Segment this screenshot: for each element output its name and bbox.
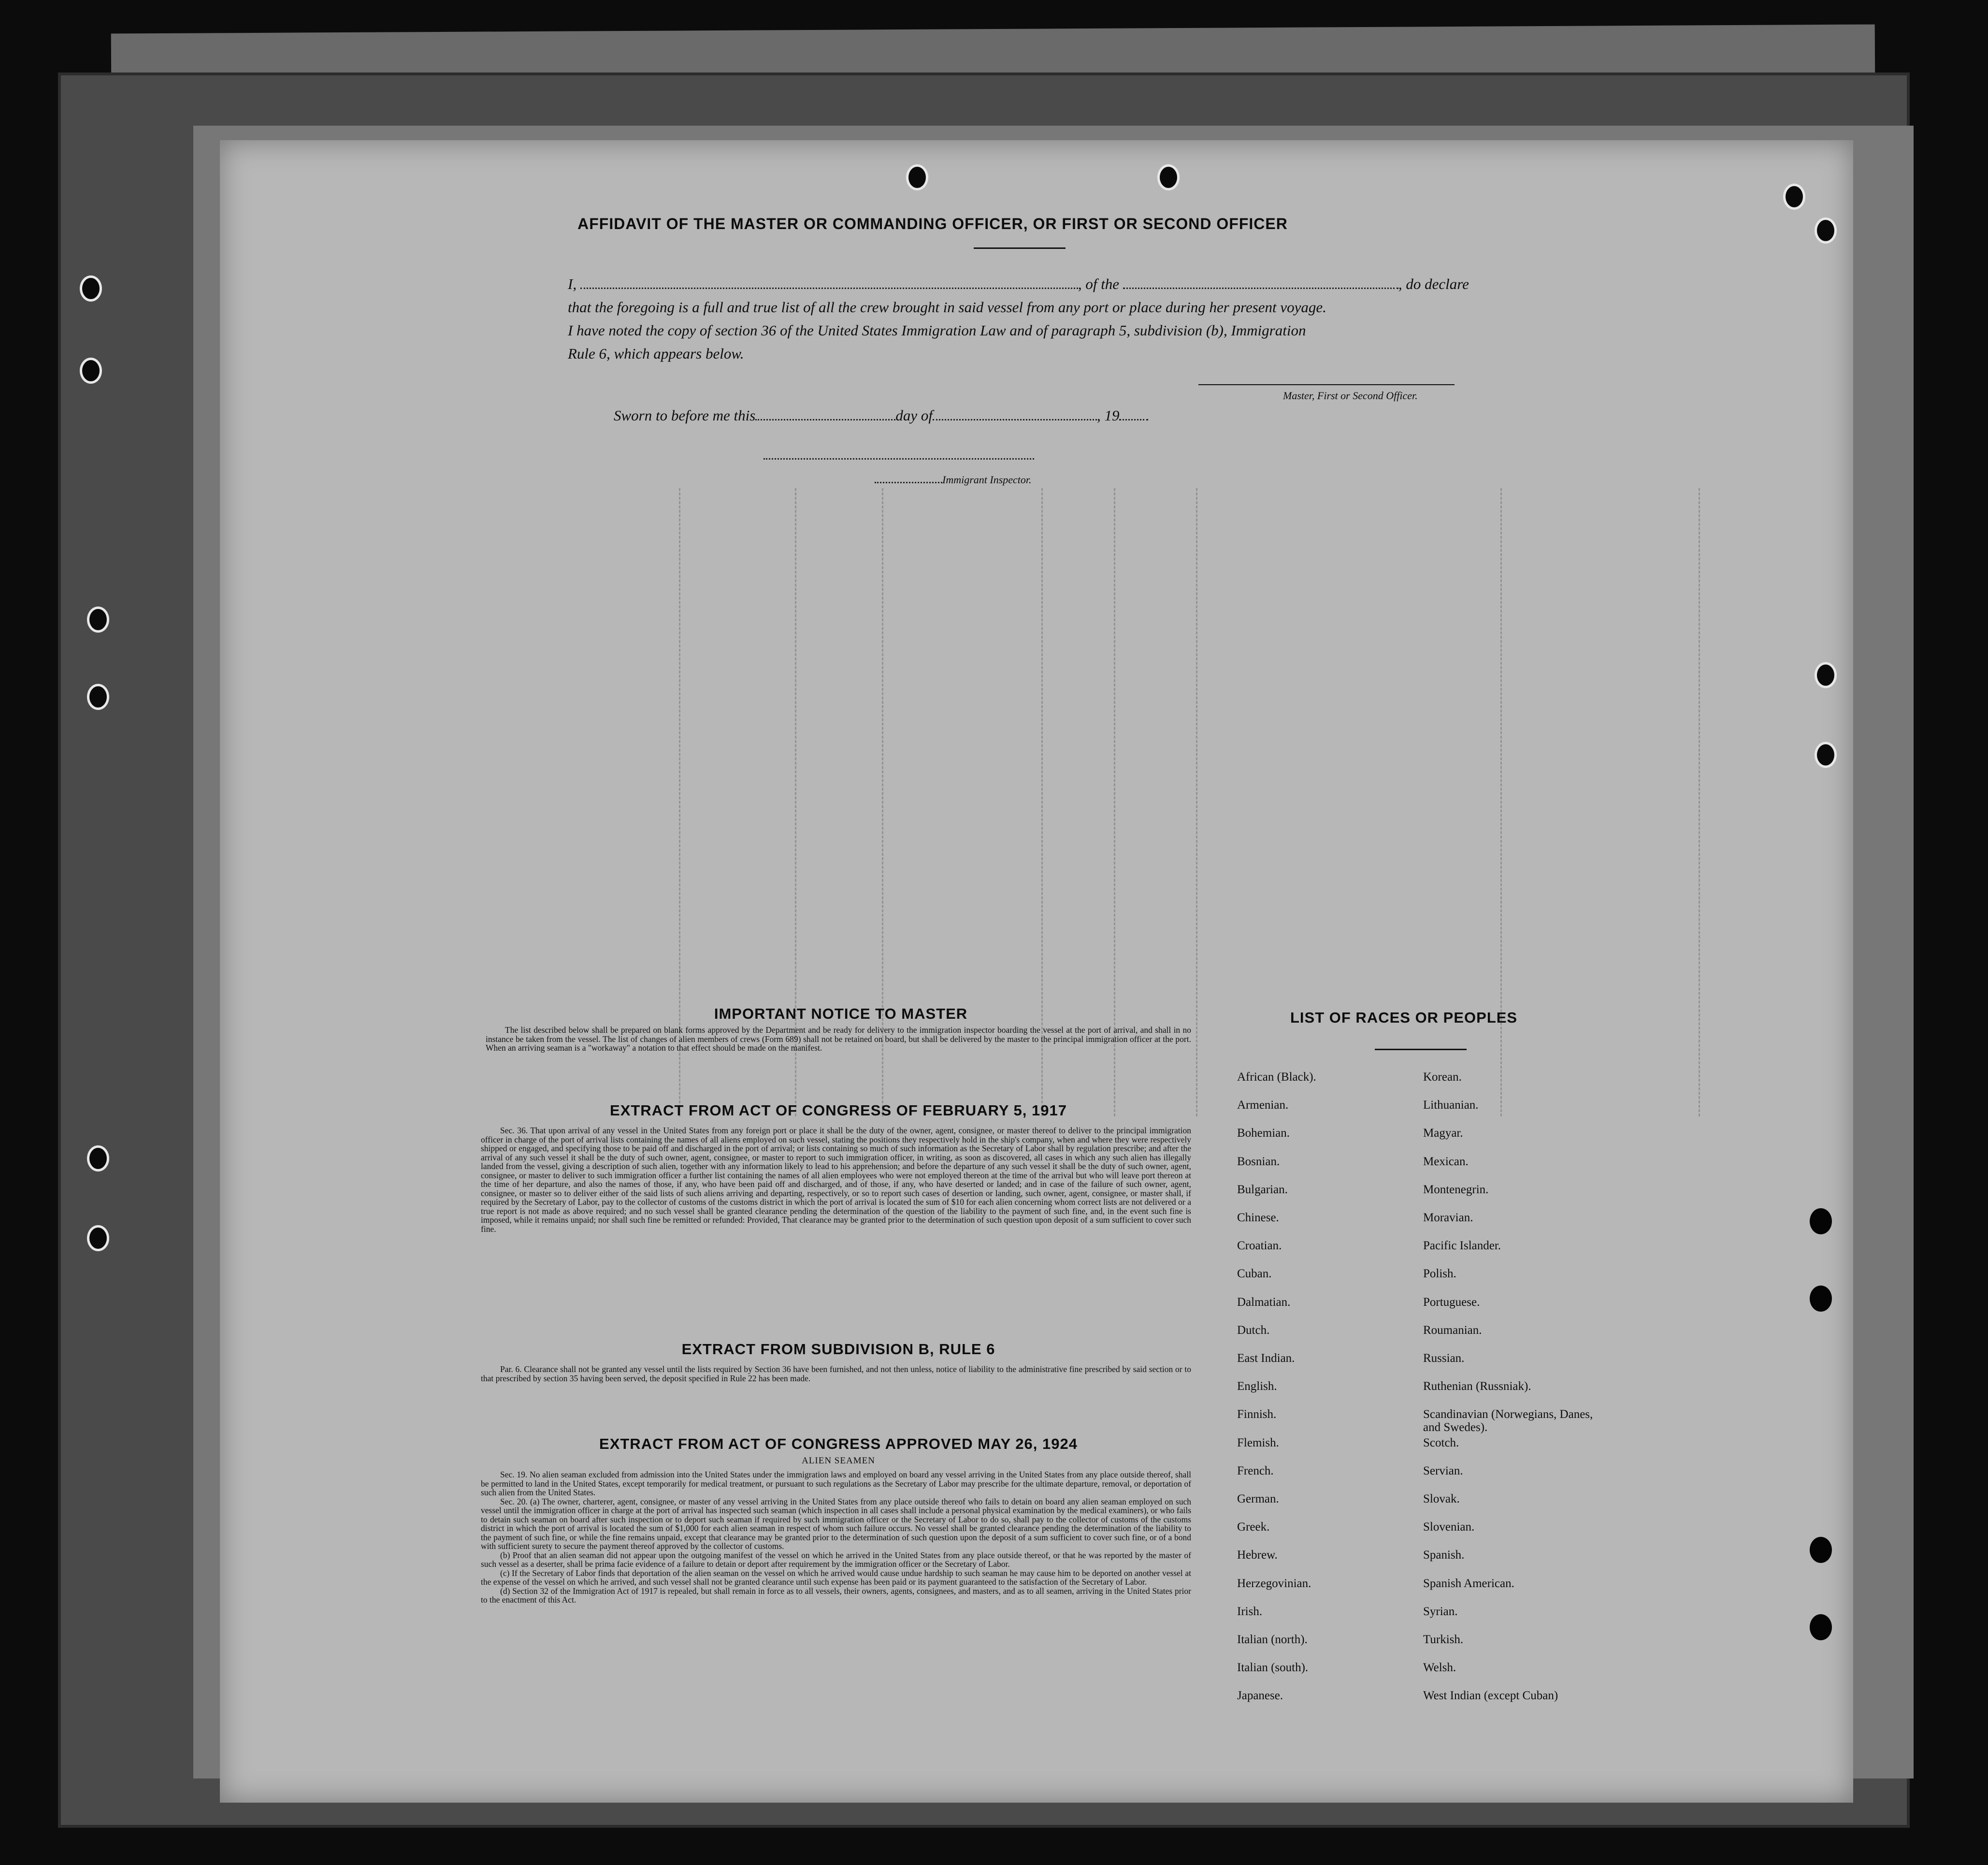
binder-hole-icon [87, 607, 109, 633]
race-item: Croatian. [1237, 1239, 1282, 1253]
race-item: Dalmatian. [1237, 1295, 1291, 1309]
binder-hole-icon [80, 358, 102, 384]
sec-20c-paragraph: (c) If the Secretary of Labor finds that deportation of the alien seaman on the vessel on which he arrived would cause undue hardship to such seaman he may cause him to be deported on another vessel at the expense of the vessel on which he arrived, and such vessel shall not be granted clearance until such expense has been paid or its payment guaranteed to the satisfaction of the Secretary of Labor. [481, 1568, 1191, 1587]
race-item: Montenegrin. [1423, 1183, 1489, 1196]
race-item: Magyar. [1423, 1127, 1463, 1140]
race-item: French. [1237, 1464, 1274, 1477]
punch-hole-icon [1815, 217, 1837, 244]
inspector-caption: Immigrant Inspector. [942, 474, 1032, 486]
affidavit-line-4: Rule 6, which appears below. [568, 345, 744, 362]
race-item: Pacific Islander. [1423, 1239, 1501, 1253]
race-item: Chinese. [1237, 1211, 1279, 1224]
race-item: Finnish. [1237, 1408, 1277, 1421]
punch-hole-icon [1810, 1208, 1832, 1234]
rule-6-paragraph: Par. 6. Clearance shall not be granted any vessel until the lists required by Section 36 have been furnished, and not then unless, notice of liability to the administrative fine prescribed by said section or to that prescribed by section 35 having been served, the deposit specified in Rule 22 has been made. [481, 1364, 1191, 1383]
race-item: Irish. [1237, 1605, 1263, 1618]
signature-caption: Master, First or Second Officer. [1283, 390, 1418, 402]
extract-1924-text [481, 1470, 1191, 1605]
vessel-blank[interactable] [1123, 278, 1398, 289]
race-item: Herzegovinian. [1237, 1576, 1311, 1590]
race-item: Ruthenian (Russniak). [1423, 1380, 1531, 1393]
race-item: Bulgarian. [1237, 1183, 1288, 1196]
punch-hole-icon [906, 164, 928, 190]
manifest-back-page [220, 140, 1853, 1803]
punch-hole-icon [1810, 1286, 1832, 1312]
race-item: Flemish. [1237, 1436, 1279, 1449]
of-the-label: , of the [1078, 275, 1120, 292]
race-item: Mexican. [1423, 1155, 1469, 1168]
race-item: Portuguese. [1423, 1295, 1480, 1309]
race-item: Hebrew. [1237, 1548, 1278, 1562]
affidavit-i-label: I, [568, 275, 577, 292]
year-label: , 19 [1096, 407, 1120, 424]
race-item: Scotch. [1423, 1436, 1459, 1449]
race-item: Bohemian. [1237, 1127, 1290, 1140]
race-item: Servian. [1423, 1464, 1463, 1477]
race-item: Bosnian. [1237, 1155, 1280, 1168]
bleed-through-rule [1699, 488, 1700, 1116]
alien-seamen-subtitle: ALIEN SEAMEN [802, 1456, 875, 1466]
sworn-line [614, 407, 1194, 424]
sec-19-paragraph: Sec. 19. No alien seaman excluded from admission into the United States under the immigration laws and employed on board any vessel arriving in the United States from any place outside thereof, shall be permitted to land in the United States, except temporarily for medical treatment, or pursuant to such regulations as the Secretary of Labor may prescribe for the ultimate departure, removal, or deportation of such alien from the United States. [481, 1470, 1191, 1497]
race-item: Scandinavian (Norwegians, Danes, and Swedes). [1423, 1408, 1593, 1434]
race-item: Japanese. [1237, 1689, 1283, 1703]
race-item: Cuban. [1237, 1267, 1272, 1281]
race-item: Roumanian. [1423, 1323, 1482, 1337]
punch-hole-icon [1157, 164, 1180, 190]
binder-hole-icon [87, 684, 109, 710]
binder-hole-icon [87, 1145, 109, 1171]
extract-1917-title: EXTRACT FROM ACT OF CONGRESS OF FEBRUARY 5, 1917 [610, 1102, 1067, 1119]
affidavit-line-2: that the foregoing is a full and true list of all the crew brought in said vessel from any port or place during her present voyage. [568, 299, 1326, 316]
punch-hole-icon [1815, 662, 1837, 688]
affidavit-line-3: I have noted the copy of section 36 of the United States Immigration Law and of paragraph 5, subdivision (b), Immigration [568, 322, 1306, 339]
race-item: Slovak. [1423, 1492, 1460, 1505]
binder-hole-icon [80, 275, 102, 302]
binder-hole-icon [87, 1225, 109, 1251]
race-item: Lithuanian. [1423, 1099, 1479, 1112]
punch-hole-icon [1810, 1537, 1832, 1563]
extract-1924-title: EXTRACT FROM ACT OF CONGRESS APPROVED MAY 26, 1924 [599, 1435, 1078, 1452]
race-item: English. [1237, 1380, 1277, 1393]
race-item: Polish. [1423, 1267, 1456, 1281]
sec-20d-paragraph: (d) Section 32 of the Immigration Act of 1917 is repealed, but shall remain in force as to all vessels, their owners, agents, consignees, and masters, and as to all seamen, arriving in the United States prior to the enactment of this Act. [481, 1586, 1191, 1605]
notice-paragraph: The list described below shall be prepared on blank forms approved by the Department and be ready for delivery to the immigration inspector boarding the vessel at the port of arrival, and shall in no instance be taken from the vessel. The list of changes of alien members of crews (Form 689) shall not be retained on board, but shall be delivered by the master to the principal immigration officer at the port. When an arriving seaman is a "workaway" a notation to that effect should be made on the manifest. [486, 1025, 1191, 1053]
sworn-label: Sworn to before me this [614, 407, 756, 424]
affidavit-title: AFFIDAVIT OF THE MASTER OR COMMANDING OFFICER, OR FIRST OR SECOND OFFICER [577, 215, 1288, 232]
race-item: East Indian. [1237, 1352, 1295, 1365]
bleed-through-rule [1196, 488, 1197, 1116]
race-item: Armenian. [1237, 1099, 1289, 1112]
inspector-signature-line[interactable] [764, 458, 1034, 460]
race-item: Russian. [1423, 1352, 1465, 1365]
extract-1917-text [481, 1126, 1191, 1233]
month-blank[interactable] [933, 409, 1097, 420]
race-item: Syrian. [1423, 1605, 1458, 1618]
rule-6-title: EXTRACT FROM SUBDIVISION B, RULE 6 [681, 1341, 995, 1358]
rule-6-text [481, 1365, 1191, 1383]
races-list-title: LIST OF RACES OR PEOPLES [1290, 1009, 1518, 1026]
inspector-blank[interactable] [875, 475, 942, 483]
race-item: Spanish American. [1423, 1576, 1514, 1590]
notice-text [486, 1026, 1191, 1053]
punch-hole-icon [1810, 1614, 1832, 1640]
sec-20a-paragraph: Sec. 20. (a) The owner, charterer, agent, consignee, or master of any vessel arriving in the United States from any place outside thereof who fails to detain on board any alien seaman employed on such vessel until the immigration officer in charge at the port of arrival has inspected such seaman (which inspection in all cases shall include a personal physical examination by the medical examiners), or who fails to detain such seaman on board after such inspection or to deport such seaman if required by such immigration officer or the Secretary of Labor to do so, shall pay to the collector of customs of the customs district in which the port of arrival is located the sum of $1,000 for each alien seaman in respect of whom such failure occurs. No vessel shall be granted clearance pending the determination of the liability to the payment of such fine, or while the fine remains unpaid, except that clearance may be granted prior to the determination of such question upon the deposit of a sum sufficient to cover such fine, or of a bond with sufficient surety to secure the payment thereof approved by the collector of customs. [481, 1496, 1191, 1551]
race-item: Korean. [1423, 1070, 1462, 1084]
do-declare-label: , do declare [1398, 275, 1469, 292]
race-item: Italian (south). [1237, 1661, 1309, 1675]
race-item: Greek. [1237, 1520, 1270, 1534]
title-rule [974, 247, 1066, 249]
race-item: German. [1237, 1492, 1279, 1505]
day-blank[interactable] [755, 409, 895, 420]
notice-title: IMPORTANT NOTICE TO MASTER [714, 1005, 968, 1022]
day-of-label: day of [895, 407, 933, 424]
affidavit-line-1 [568, 275, 1471, 293]
inspector-line [875, 474, 1032, 486]
year-blank[interactable] [1119, 409, 1148, 420]
races-title-rule [1375, 1049, 1467, 1050]
race-item: Italian (north). [1237, 1633, 1308, 1646]
race-item: Dutch. [1237, 1323, 1270, 1337]
sec-20b-paragraph: (b) Proof that an alien seaman did not appear upon the outgoing manifest of the vessel on which he arrived in the United States from any place outside thereof, or that he was reported by the master of such vessel as a deserter, shall be prima facie evidence of a failure to detain or deport after requirement by the immigration officer or the Secretary of Labor. [481, 1550, 1191, 1569]
race-item: African (Black). [1237, 1070, 1316, 1084]
name-blank[interactable] [580, 278, 1078, 289]
race-item: Slovenian. [1423, 1520, 1475, 1534]
punch-hole-icon [1815, 742, 1837, 768]
punch-hole-icon [1783, 184, 1805, 210]
race-item: Turkish. [1423, 1633, 1464, 1646]
signature-line[interactable] [1198, 384, 1455, 385]
race-item: West Indian (except Cuban) [1423, 1689, 1558, 1703]
race-item: Welsh. [1423, 1661, 1456, 1675]
race-item: Moravian. [1423, 1211, 1473, 1224]
section-36-paragraph: Sec. 36. That upon arrival of any vessel in the United States from any foreign port or place it shall be the duty of the owner, agent, consignee, or master thereof to deliver to the principal immigration officer in charge of the port of arrival lists containing the names of all aliens employed on such vessel, stating the positions they respectively hold in the ship's company, when and where they were respectively shipped or engaged, and specifying those to be paid off and discharged in the port of arrival; or lists containing so much of such information as the Secretary of Labor shall by regulation prescribe; and after the arrival of any such vessel it shall be the duty of such owner, agent, consignee, or master to report to such immigration officer, in writing, as soon as discovered, all cases in which any such alien has illegally landed from the vessel, giving a description of such alien, together with any information likely to lead to his apprehension; and before the departure of any such vessel it shall be the duty of such owner, agent, consignee, or master to deliver to such immigration officer a further list containing the names of all alien employees who were not employed thereon at the time of the arrival but who will leave port thereon at the time of her departure, and also the names of those, if any, who have been paid off and discharged, and of those, if any, who have deserted or landed; and in case of the failure of such owner, agent, consignee, or master so to deliver either of the said lists of such aliens arriving and departing, respectively, or so to report such cases of desertion or landing, such owner, agent, consignee, or master shall, if required by the Secretary of Labor, pay to the collector of customs of the customs district in which the port of arrival is located the sum of $10 for each alien concerning whom correct lists are not delivered or a true report is not made as above required; and no such vessel shall be granted clearance pending the determination of the question of the liability to the payment of such fine, and, in the event such fine is imposed, while it remains unpaid; nor shall such fine be remitted or refunded: Provided, That clearance may be granted prior to the determination of such question upon deposit of a sum sufficient to cover such fine. [481, 1126, 1191, 1234]
race-item: Spanish. [1423, 1548, 1465, 1562]
